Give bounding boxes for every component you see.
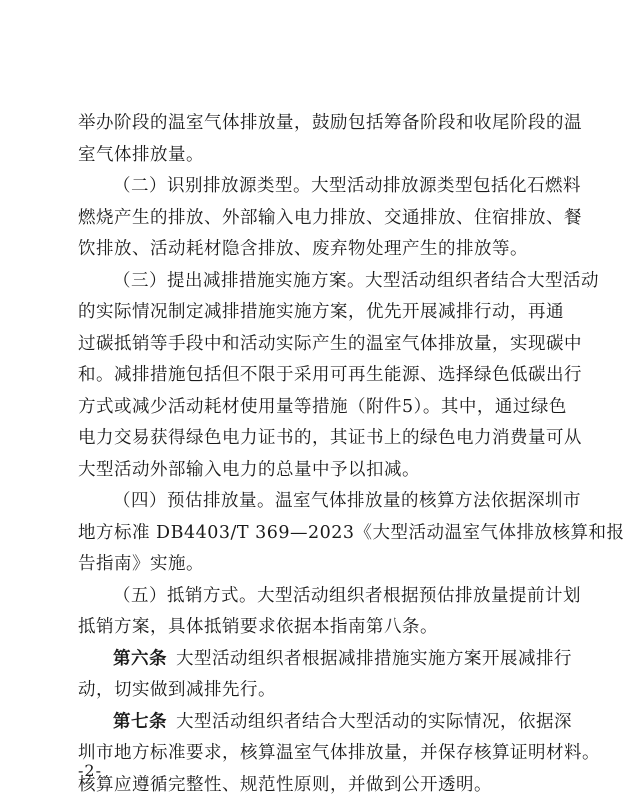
text-line: 电力交易获得绿色电力证书的，其证书上的绿色电力消费量可从 [78,428,582,448]
article-number: 第七条 [113,712,167,732]
text-line: 室气体排放量。 [78,145,204,165]
text-line: 的实际情况制定减排措施实施方案，优先开展减排行动，再通 [78,302,564,322]
text-line: 核算应遵循完整性、规范性原则，并做到公开透明。 [78,775,492,795]
text-line: （三）提出减排措施实施方案。大型活动组织者结合大型活动 [113,271,599,291]
text-line: （二）识别排放源类型。大型活动排放源类型包括化石燃料 [113,176,581,196]
text-line: （五）抵销方式。大型活动组织者根据预估排放量提前计划 [113,586,581,606]
text-line: 饮排放、活动耗材隐含排放、废弃物处理产生的排放等。 [78,239,528,259]
article-text: 大型活动组织者根据减排措施实施方案开展减排行 [176,649,572,669]
text-line: 举办阶段的温室气体排放量，鼓励包括筹备阶段和收尾阶段的温 [78,113,582,133]
page-number: -2- [78,761,102,780]
text-line: 动，切实做到减排先行。 [78,680,276,700]
text-line: 燃烧产生的排放、外部输入电力排放、交通排放、住宿排放、餐 [78,208,582,228]
text-line: 圳市地方标准要求，核算温室气体排放量，并保存核算证明材料。 [78,743,600,763]
text-line [113,707,572,739]
text-line: 抵销方案，具体抵销要求依据本指南第八条。 [78,617,438,637]
text-line: （四）预估排放量。温室气体排放量的核算方法依据深圳市 [113,491,581,511]
text-line: 过碳抵销等手段中和活动实际产生的温室气体排放量，实现碳中 [78,334,582,354]
text-line: 告指南》实施。 [78,554,204,574]
article-text: 大型活动组织者结合大型活动的实际情况，依据深 [176,712,572,732]
text-line [113,644,572,676]
text-line: 和。减排措施包括但不限于采用可再生能源、选择绿色低碳出行 [78,365,582,385]
text-line: 方式或减少活动耗材使用量等措施（附件5）。其中，通过绿色 [78,397,567,417]
text-line: 地方标准 DB4403/T 369—2023《大型活动温室气体排放核算和报 [78,523,625,543]
text-line: 大型活动外部输入电力的总量中予以扣减。 [78,460,420,480]
article-number: 第六条 [113,649,167,669]
